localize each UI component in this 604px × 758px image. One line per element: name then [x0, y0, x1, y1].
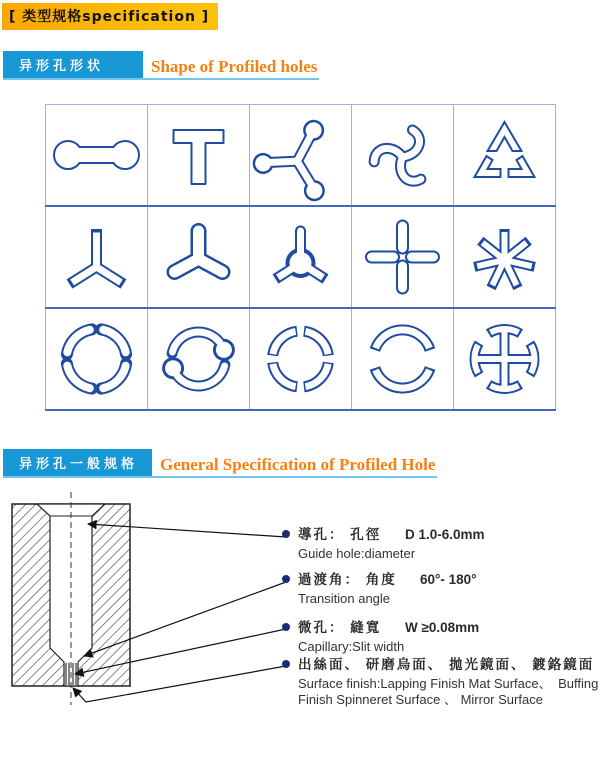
- guide-hole-en: Guide hole:diameter: [298, 546, 416, 561]
- section-header-shapes-en: Shape of Profiled holes: [151, 57, 318, 76]
- spec-item-capillary: [298, 619, 604, 655]
- guide-hole-zh: 導孔： 孔徑: [298, 527, 382, 542]
- section-header-shapes-zh: 异形孔形状: [3, 51, 143, 78]
- capillary-en: Capillary:Slit width: [298, 639, 405, 654]
- transition-angle-zh: 過渡角： 角度: [298, 572, 397, 587]
- hole-shape-cell: [352, 308, 454, 410]
- hole-shape-cell: [148, 105, 250, 207]
- four-curved-segments-hole-icon: [46, 309, 147, 409]
- specification-banner: [ 类型规格specification ]: [2, 3, 218, 30]
- y-shape-hole-icon: [46, 207, 147, 307]
- hole-shape-cell: [46, 105, 148, 207]
- quarter-arc-ring-hole-icon: [250, 309, 351, 409]
- split-ring-hole-icon: [352, 309, 453, 409]
- segmented-cross-hole-icon: [352, 207, 453, 307]
- transition-angle-en: Transition angle: [298, 591, 391, 606]
- grid-row-3: [46, 308, 556, 410]
- bullet-dot-icon: [282, 575, 290, 583]
- hole-shape-cell: [46, 206, 148, 308]
- hole-shape-cell: [46, 308, 148, 410]
- grid-row-1: [46, 105, 556, 207]
- capillary-value: W ≥0.08mm: [405, 620, 480, 635]
- hole-shape-cell: [250, 206, 352, 308]
- dumbbell-hole-icon: [46, 105, 147, 205]
- hole-shape-cell: [148, 308, 250, 410]
- guide-hole-value: D 1.0-6.0mm: [405, 527, 485, 542]
- tri-arm-ball-hole-icon: [250, 105, 351, 205]
- hole-shape-cell: [454, 105, 556, 207]
- spec-item-surface-finish: [298, 656, 604, 708]
- transition-angle-value: 60°- 180°: [420, 572, 477, 587]
- profiled-holes-grid: [45, 104, 556, 411]
- surface-finish-zh: 出絲面、 研磨烏面、 拋光鏡面、 鍍鉻鏡面: [298, 657, 595, 672]
- hole-shape-cell: [352, 105, 454, 207]
- hole-shape-cell: [352, 206, 454, 308]
- section-header-general-spec-zh: 异形孔一般规格: [3, 449, 152, 476]
- hole-shape-cell: [148, 206, 250, 308]
- section-header-shapes: [3, 51, 319, 80]
- bullet-dot-icon: [282, 660, 290, 668]
- hole-shape-cell: [250, 105, 352, 207]
- seven-point-star-hole-icon: [454, 207, 555, 307]
- spec-item-transition-angle: [298, 571, 604, 607]
- t-shape-hole-icon: [148, 105, 249, 205]
- grid-row-2: [46, 206, 556, 308]
- double-hook-ring-hole-icon: [148, 309, 249, 409]
- hole-shape-cell: [454, 308, 556, 410]
- section-header-general-spec: [3, 449, 437, 478]
- tri-lobe-hole-icon: [148, 207, 249, 307]
- cross-wheel-hole-icon: [454, 309, 555, 409]
- hole-shape-cell: [250, 308, 352, 410]
- triskelion-hole-icon: [352, 105, 453, 205]
- y-center-circle-hole-icon: [250, 207, 351, 307]
- triangle-segments-hole-icon: [454, 105, 555, 205]
- hole-shape-cell: [454, 206, 556, 308]
- bullet-dot-icon: [282, 623, 290, 631]
- spec-item-guide-hole: [298, 526, 604, 562]
- surface-finish-en: Surface finish:Lapping Finish Mat Surface、 Buffing Finish Spinneret Surface 、 Mirror Surface: [298, 676, 599, 707]
- bullet-dot-icon: [282, 530, 290, 538]
- capillary-zh: 微孔： 縫寬: [298, 620, 382, 635]
- general-spec-section: [0, 490, 604, 758]
- section-header-general-spec-en: General Specification of Profiled Hole: [160, 455, 436, 474]
